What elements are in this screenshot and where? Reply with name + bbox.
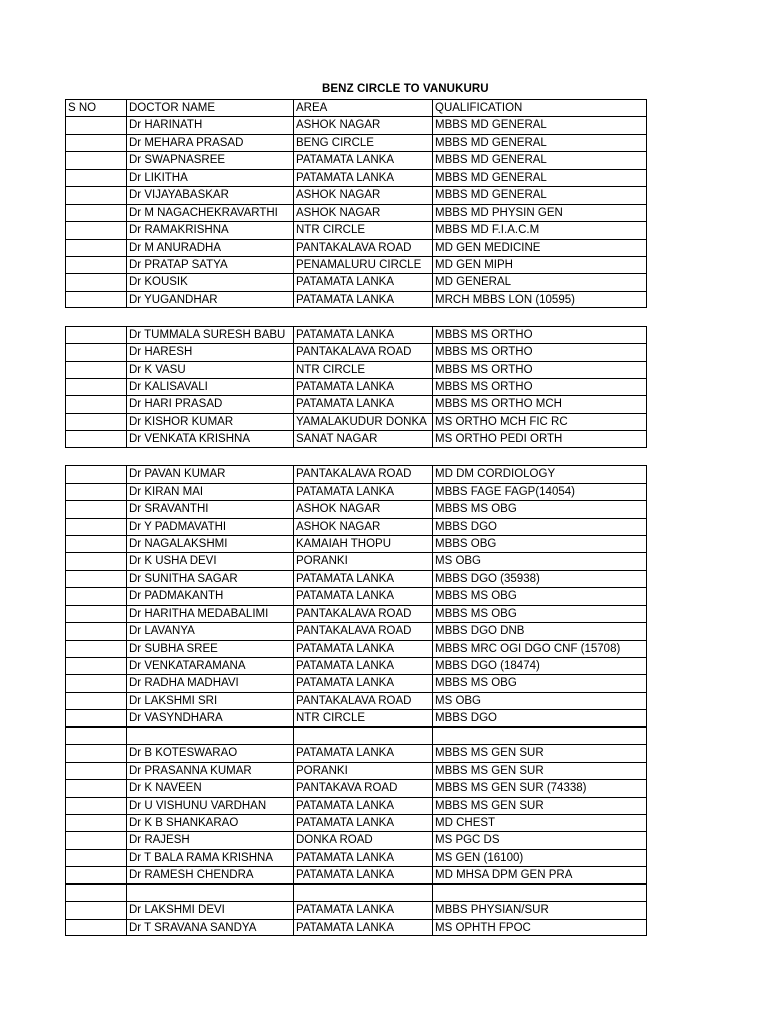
qualification-cell xyxy=(432,728,647,744)
table-row xyxy=(65,291,647,308)
spacer-row xyxy=(65,308,647,325)
area-cell: PATAMATA LANKA xyxy=(293,658,432,674)
spacer-row xyxy=(65,727,647,744)
doctor-name-cell: Dr VASYNDHARA xyxy=(126,710,293,725)
table-row xyxy=(65,239,647,256)
doctor-name-cell: Dr PADMAKANTH xyxy=(126,588,293,604)
area-cell: NTR CIRCLE xyxy=(293,222,432,238)
qualification-cell: MBBS MD GENERAL xyxy=(432,152,647,168)
qualification-cell: MBBS MS ORTHO xyxy=(432,327,647,343)
area-cell: PATAMATA LANKA xyxy=(293,920,432,935)
qualification-cell: MBBS MD GENERAL xyxy=(432,117,647,133)
doctor-name-cell: Dr PRASANNA KUMAR xyxy=(126,763,293,779)
s-no-cell xyxy=(65,536,126,552)
table-row xyxy=(65,116,647,133)
area-cell: NTR CIRCLE xyxy=(293,362,432,378)
s-no-cell xyxy=(65,710,126,725)
s-no-cell xyxy=(65,327,126,343)
qualification-cell: MBBS DGO DNB xyxy=(432,623,647,639)
doctor-name-cell: Dr T BALA RAMA KRISHNA xyxy=(126,850,293,866)
table-row xyxy=(65,570,647,587)
qualification-cell: MBBS MS OBG xyxy=(432,501,647,517)
qualification-cell: MD GEN MIPH xyxy=(432,257,647,273)
doctor-name-cell xyxy=(126,308,293,325)
doctor-name-cell: Dr SUBHA SREE xyxy=(126,641,293,657)
qualification-cell xyxy=(432,885,647,901)
area-cell: YAMALAKUDUR DONKA xyxy=(293,414,432,430)
doctor-name-cell: Dr LAKSHMI SRI xyxy=(126,693,293,709)
table-header-row xyxy=(65,99,647,116)
s-no-cell xyxy=(65,798,126,814)
area-cell: PANTAKALAVA ROAD xyxy=(293,344,432,360)
qualification-cell: MBBS MS GEN SUR xyxy=(432,745,647,761)
area-cell: DONKA ROAD xyxy=(293,832,432,848)
qualification-cell: MBBS MS ORTHO MCH xyxy=(432,396,647,412)
qualification-cell: MS OBG xyxy=(432,553,647,569)
s-no-cell xyxy=(65,379,126,395)
qualification-cell: MBBS MS ORTHO xyxy=(432,362,647,378)
header-qualification: QUALIFICATION xyxy=(432,100,647,116)
doctor-name-cell: Dr SUNITHA SAGAR xyxy=(126,571,293,587)
table-row xyxy=(65,430,647,447)
s-no-cell xyxy=(65,292,126,307)
spacer-row xyxy=(65,884,647,901)
doctor-name-cell: Dr HARINATH xyxy=(126,117,293,133)
area-cell: PANTAKALAVA ROAD xyxy=(293,623,432,639)
qualification-cell: MD DM CORDIOLOGY xyxy=(432,466,647,482)
doctor-name-cell: Dr M ANURADHA xyxy=(126,240,293,256)
s-no-cell xyxy=(65,850,126,866)
s-no-cell xyxy=(65,274,126,290)
qualification-cell: MD CHEST xyxy=(432,815,647,831)
s-no-cell xyxy=(65,606,126,622)
table-row xyxy=(65,849,647,866)
qualification-cell: MBBS DGO (18474) xyxy=(432,658,647,674)
table-row xyxy=(65,640,647,657)
s-no-cell xyxy=(65,414,126,430)
table-row xyxy=(65,500,647,517)
table-row xyxy=(65,831,647,848)
qualification-cell: MBBS PHYSIAN/SUR xyxy=(432,902,647,918)
doctor-name-cell: Dr VENKATARAMANA xyxy=(126,658,293,674)
area-cell: PATAMATA LANKA xyxy=(293,152,432,168)
header-doctor-name: DOCTOR NAME xyxy=(126,100,293,116)
area-cell: PATAMATA LANKA xyxy=(293,867,432,882)
doctor-name-cell xyxy=(126,728,293,744)
qualification-cell: MBBS MS GEN SUR (74338) xyxy=(432,780,647,796)
header-area: AREA xyxy=(293,100,432,116)
doctor-name-cell: Dr LAVANYA xyxy=(126,623,293,639)
area-cell: PANTAKALAVA ROAD xyxy=(293,240,432,256)
area-cell: PATAMATA LANKA xyxy=(293,274,432,290)
area-cell: PATAMATA LANKA xyxy=(293,641,432,657)
qualification-cell: MBBS MD PHYSIN GEN xyxy=(432,205,647,221)
s-no-cell xyxy=(65,588,126,604)
s-no-cell xyxy=(65,815,126,831)
s-no-cell xyxy=(65,571,126,587)
doctor-name-cell: Dr RADHA MADHAVI xyxy=(126,675,293,691)
doctor-name-cell: Dr VENKATA KRISHNA xyxy=(126,431,293,446)
qualification-cell: MD GEN MEDICINE xyxy=(432,240,647,256)
area-cell: BENG CIRCLE xyxy=(293,135,432,151)
qualification-cell: MBBS MD F.I.A.C.M xyxy=(432,222,647,238)
s-no-cell xyxy=(65,920,126,935)
table-row xyxy=(65,552,647,569)
table-row xyxy=(65,814,647,831)
doctor-name-cell: Dr U VISHUNU VARDHAN xyxy=(126,798,293,814)
area-cell: PATAMATA LANKA xyxy=(293,850,432,866)
s-no-cell xyxy=(65,553,126,569)
area-cell: PANTAKALAVA ROAD xyxy=(293,466,432,482)
table-row xyxy=(65,605,647,622)
s-no-cell xyxy=(65,728,126,744)
s-no-cell xyxy=(65,519,126,535)
area-cell: PATAMATA LANKA xyxy=(293,484,432,500)
document-title: BENZ CIRCLE TO VANUKURU xyxy=(322,83,489,95)
area-cell: ASHOK NAGAR xyxy=(293,501,432,517)
area-cell: SANAT NAGAR xyxy=(293,431,432,446)
table-row xyxy=(65,169,647,186)
area-cell: PATAMATA LANKA xyxy=(293,675,432,691)
area-cell: ASHOK NAGAR xyxy=(293,117,432,133)
qualification-cell: MBBS MS OBG xyxy=(432,675,647,691)
table-row xyxy=(65,779,647,796)
s-no-cell xyxy=(65,885,126,901)
qualification-cell: MBBS MD GENERAL xyxy=(432,187,647,203)
s-no-cell xyxy=(65,257,126,273)
doctor-name-cell: Dr RAJESH xyxy=(126,832,293,848)
doctor-name-cell: Dr K B SHANKARAO xyxy=(126,815,293,831)
s-no-cell xyxy=(65,902,126,918)
doctor-name-cell: Dr K NAVEEN xyxy=(126,780,293,796)
area-cell: PATAMATA LANKA xyxy=(293,379,432,395)
table-row xyxy=(65,256,647,273)
qualification-cell: MBBS MS ORTHO xyxy=(432,344,647,360)
table-row xyxy=(65,273,647,290)
qualification-cell: MBBS OBG xyxy=(432,536,647,552)
s-no-cell xyxy=(65,780,126,796)
table-row xyxy=(65,326,647,343)
doctor-name-cell: Dr M NAGACHEKRAVARTHI xyxy=(126,205,293,221)
qualification-cell: MBBS FAGE FAGP(14054) xyxy=(432,484,647,500)
area-cell: ASHOK NAGAR xyxy=(293,187,432,203)
qualification-cell: MS OBG xyxy=(432,693,647,709)
s-no-cell xyxy=(65,658,126,674)
area-cell: PORANKI xyxy=(293,763,432,779)
qualification-cell: MS OPHTH FPOC xyxy=(432,920,647,935)
s-no-cell xyxy=(65,344,126,360)
qualification-cell: MBBS MD GENERAL xyxy=(432,135,647,151)
s-no-cell xyxy=(65,501,126,517)
qualification-cell: MBBS MS GEN SUR xyxy=(432,798,647,814)
area-cell xyxy=(293,448,432,465)
doctor-name-cell xyxy=(126,448,293,465)
table-row xyxy=(65,587,647,604)
doctor-name-cell: Dr PAVAN KUMAR xyxy=(126,466,293,482)
area-cell: PATAMATA LANKA xyxy=(293,170,432,186)
qualification-cell: MBBS MS ORTHO xyxy=(432,379,647,395)
table-row xyxy=(65,151,647,168)
table-row xyxy=(65,919,647,936)
s-no-cell xyxy=(65,135,126,151)
doctor-name-cell: Dr PRATAP SATYA xyxy=(126,257,293,273)
area-cell: PORANKI xyxy=(293,553,432,569)
area-cell: PATAMATA LANKA xyxy=(293,798,432,814)
area-cell xyxy=(293,885,432,901)
table-row xyxy=(65,744,647,761)
table-row xyxy=(65,221,647,238)
area-cell xyxy=(293,308,432,325)
qualification-cell: MBBS DGO xyxy=(432,710,647,725)
area-cell: PANTAKALAVA ROAD xyxy=(293,693,432,709)
s-no-cell xyxy=(65,641,126,657)
doctor-name-cell: Dr KALISAVALI xyxy=(126,379,293,395)
s-no-cell xyxy=(65,484,126,500)
table-row xyxy=(65,762,647,779)
s-no-cell xyxy=(65,362,126,378)
s-no-cell xyxy=(65,693,126,709)
table-row xyxy=(65,395,647,412)
doctor-name-cell: Dr VIJAYABASKAR xyxy=(126,187,293,203)
qualification-cell: MD GENERAL xyxy=(432,274,647,290)
doctor-name-cell: Dr RAMESH CHENDRA xyxy=(126,867,293,882)
doctor-name-cell: Dr B KOTESWARAO xyxy=(126,745,293,761)
qualification-cell: MBBS MRC OGI DGO CNF (15708) xyxy=(432,641,647,657)
table-row xyxy=(65,692,647,709)
s-no-cell xyxy=(65,222,126,238)
doctor-name-cell: Dr KOUSIK xyxy=(126,274,293,290)
qualification-cell: MBBS MS GEN SUR xyxy=(432,763,647,779)
doctor-name-cell: Dr SWAPNASREE xyxy=(126,152,293,168)
area-cell xyxy=(293,728,432,744)
doctor-name-cell: Dr RAMAKRISHNA xyxy=(126,222,293,238)
area-cell: PATAMATA LANKA xyxy=(293,815,432,831)
table-row xyxy=(65,413,647,430)
table-row xyxy=(65,343,647,360)
s-no-cell xyxy=(65,623,126,639)
table-row xyxy=(65,361,647,378)
area-cell: PATAMATA LANKA xyxy=(293,292,432,307)
doctor-table xyxy=(65,99,647,936)
table-row xyxy=(65,657,647,674)
table-row xyxy=(65,797,647,814)
doctor-name-cell: Dr NAGALAKSHMI xyxy=(126,536,293,552)
doctor-name-cell: Dr LIKITHA xyxy=(126,170,293,186)
qualification-cell xyxy=(432,308,647,325)
area-cell: PATAMATA LANKA xyxy=(293,745,432,761)
area-cell: NTR CIRCLE xyxy=(293,710,432,725)
doctor-name-cell: Dr MEHARA PRASAD xyxy=(126,135,293,151)
table-row xyxy=(65,709,647,726)
doctor-name-cell: Dr SRAVANTHI xyxy=(126,501,293,517)
qualification-cell: MS ORTHO PEDI ORTH xyxy=(432,431,647,446)
doctor-name-cell: Dr K VASU xyxy=(126,362,293,378)
table-row xyxy=(65,866,647,883)
qualification-cell: MD MHSA DPM GEN PRA xyxy=(432,867,647,882)
area-cell: KAMAIAH THOPU xyxy=(293,536,432,552)
area-cell: PATAMATA LANKA xyxy=(293,396,432,412)
s-no-cell xyxy=(65,396,126,412)
area-cell: PANTAKAVA ROAD xyxy=(293,780,432,796)
doctor-name-cell: Dr HARESH xyxy=(126,344,293,360)
qualification-cell: MS GEN (16100) xyxy=(432,850,647,866)
s-no-cell xyxy=(65,187,126,203)
doctor-name-cell: Dr KIRAN MAI xyxy=(126,484,293,500)
qualification-cell: MBBS DGO xyxy=(432,519,647,535)
s-no-cell xyxy=(65,448,126,465)
table-row xyxy=(65,465,647,482)
qualification-cell: MBBS MS OBG xyxy=(432,606,647,622)
area-cell: PANTAKALAVA ROAD xyxy=(293,606,432,622)
qualification-cell xyxy=(432,448,647,465)
s-no-cell xyxy=(65,431,126,446)
table-row xyxy=(65,518,647,535)
doctor-name-cell: Dr K USHA DEVI xyxy=(126,553,293,569)
table-row xyxy=(65,186,647,203)
header-s-no: S NO xyxy=(65,100,126,116)
s-no-cell xyxy=(65,117,126,133)
doctor-name-cell: Dr LAKSHMI DEVI xyxy=(126,902,293,918)
area-cell: PATAMATA LANKA xyxy=(293,902,432,918)
doctor-name-cell: Dr YUGANDHAR xyxy=(126,292,293,307)
spacer-row xyxy=(65,448,647,465)
doctor-name-cell xyxy=(126,885,293,901)
table-row xyxy=(65,674,647,691)
table-row xyxy=(65,378,647,395)
qualification-cell: MBBS DGO (35938) xyxy=(432,571,647,587)
doctor-name-cell: Dr KISHOR KUMAR xyxy=(126,414,293,430)
table-row xyxy=(65,204,647,221)
s-no-cell xyxy=(65,152,126,168)
table-row xyxy=(65,535,647,552)
s-no-cell xyxy=(65,867,126,882)
s-no-cell xyxy=(65,205,126,221)
s-no-cell xyxy=(65,763,126,779)
qualification-cell: MBBS MD GENERAL xyxy=(432,170,647,186)
doctor-name-cell: Dr HARI PRASAD xyxy=(126,396,293,412)
doctor-name-cell: Dr TUMMALA SURESH BABU xyxy=(126,327,293,343)
table-row xyxy=(65,134,647,151)
s-no-cell xyxy=(65,308,126,325)
qualification-cell: MBBS MS OBG xyxy=(432,588,647,604)
table-row xyxy=(65,622,647,639)
s-no-cell xyxy=(65,745,126,761)
qualification-cell: MS ORTHO MCH FIC RC xyxy=(432,414,647,430)
table-row xyxy=(65,483,647,500)
qualification-cell: MRCH MBBS LON (10595) xyxy=(432,292,647,307)
table-row xyxy=(65,901,647,918)
s-no-cell xyxy=(65,240,126,256)
area-cell: ASHOK NAGAR xyxy=(293,205,432,221)
doctor-name-cell: Dr Y PADMAVATHI xyxy=(126,519,293,535)
s-no-cell xyxy=(65,675,126,691)
area-cell: ASHOK NAGAR xyxy=(293,519,432,535)
area-cell: PATAMATA LANKA xyxy=(293,571,432,587)
area-cell: PENAMALURU CIRCLE xyxy=(293,257,432,273)
doctor-name-cell: Dr HARITHA MEDABALIMI xyxy=(126,606,293,622)
qualification-cell: MS PGC DS xyxy=(432,832,647,848)
s-no-cell xyxy=(65,832,126,848)
area-cell: PATAMATA LANKA xyxy=(293,588,432,604)
s-no-cell xyxy=(65,466,126,482)
s-no-cell xyxy=(65,170,126,186)
doctor-name-cell: Dr T SRAVANA SANDYA xyxy=(126,920,293,935)
area-cell: PATAMATA LANKA xyxy=(293,327,432,343)
